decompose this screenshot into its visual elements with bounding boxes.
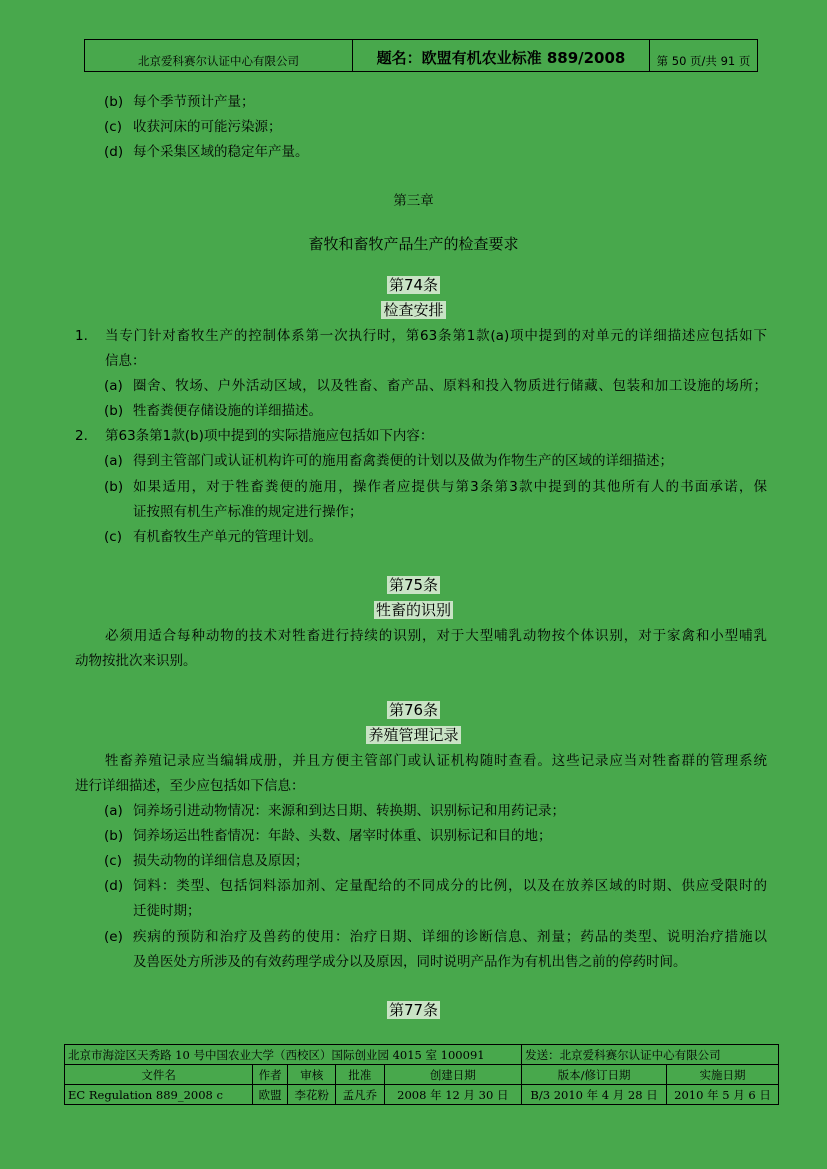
list-item: 每个季节预计产量； — [133, 94, 255, 110]
footer-value-cell: EC Regulation 889_2008 c — [65, 1085, 253, 1105]
footer-value-cell: 2008 年 12 月 30 日 — [384, 1085, 522, 1105]
list-item: 饲料：类型、包括饲料添加剂、定量配给的不同成分的比例，以及在放养区域的时期、供应受限时的 — [133, 878, 767, 894]
footer-value-cell: 李花粉 — [288, 1085, 336, 1105]
footer-header-cell: 创建日期 — [384, 1065, 522, 1085]
list-item: 有机畜牧生产单元的管理计划。 — [133, 529, 322, 545]
paragraph-text: 进行详细描述，至少应包括如下信息： — [75, 778, 305, 794]
item-label: (e) — [104, 929, 123, 945]
footer-sender: 发送：北京爱科赛尔认证中心有限公司 — [522, 1045, 779, 1065]
paragraph-number: 1. — [75, 328, 88, 344]
list-item: 圈舍、牧场、户外活动区域，以及牲畜、畜产品、原料和投入物质进行储藏、包装和加工设施的场所； — [133, 378, 767, 394]
item-label: (b) — [104, 403, 124, 419]
paragraph-text: 牲畜养殖记录应当编辑成册，并且方便主管部门或认证机构随时查看。这些记录应当对牲畜群的管理系统 — [105, 753, 767, 769]
item-label: (d) — [104, 144, 124, 160]
page-header — [84, 39, 758, 72]
header-page-number: 第 50 页/共 91 页 — [656, 54, 751, 68]
item-label: (a) — [104, 378, 123, 394]
footer-address: 北京市海淀区天秀路 10 号中国农业大学（西校区）国际创业园 4015 室 100091 — [65, 1045, 522, 1065]
item-label: (b) — [104, 479, 124, 495]
item-label: (b) — [104, 828, 124, 844]
footer-header-cell: 版本/修订日期 — [522, 1065, 667, 1085]
paragraph-text: 动物按批次来识别。 — [75, 653, 197, 669]
item-label: (c) — [104, 853, 122, 869]
item-label: (c) — [104, 119, 122, 135]
list-item: 得到主管部门或认证机构许可的施用畜禽粪便的计划以及做为作物生产的区域的详细描述； — [133, 453, 673, 469]
list-item: 每个采集区域的稳定年产量。 — [133, 144, 309, 160]
list-item: 疾病的预防和治疗及兽药的使用：治疗日期、详细的诊断信息、剂量；药品的类型、说明治疗措施以 — [133, 929, 767, 945]
item-label: (a) — [104, 803, 123, 819]
item-label: (b) — [104, 94, 124, 110]
footer-header-cell: 作者 — [253, 1065, 288, 1085]
footer-value-cell: 孟凡乔 — [336, 1085, 384, 1105]
paragraph-text: 第63条第1款(b)项中提到的实际措施应包括如下内容： — [105, 428, 434, 444]
footer-value-cell: 欧盟 — [253, 1085, 288, 1105]
list-item: 饲养场运出牲畜情况：年龄、头数、屠宰时体重、识别标记和目的地； — [133, 828, 552, 844]
article-75-number: 第75条 — [388, 576, 439, 594]
item-label: (d) — [104, 878, 124, 894]
list-item: 饲养场引进动物情况：来源和到达日期、转换期、识别标记和用药记录； — [133, 803, 565, 819]
list-item: 如果适用，对于牲畜粪便的施用，操作者应提供与第3条第3款中提到的其他所有人的书面承诺，保 — [133, 479, 767, 495]
paragraph-text: 当专门针对畜牧生产的控制体系第一次执行时，第63条第1款(a)项中提到的对单元的详细描述应包括如下 — [105, 328, 767, 344]
article-76-title: 养殖管理记录 — [368, 726, 459, 744]
footer-value-cell: B/3 2010 年 4 月 28 日 — [522, 1085, 667, 1105]
list-item: 损失动物的详细信息及原因； — [133, 853, 309, 869]
chapter-title: 畜牧和畜牧产品生产的检查要求 — [308, 235, 519, 253]
list-item: 牲畜粪便存储设施的详细描述。 — [133, 403, 322, 419]
paragraph-text: 信息： — [105, 353, 146, 369]
article-74-number: 第74条 — [388, 276, 439, 294]
footer-header-cell: 审核 — [288, 1065, 336, 1085]
footer-header-cell: 实施日期 — [667, 1065, 779, 1085]
paragraph-number: 2. — [75, 428, 88, 444]
footer-header-cell: 批准 — [336, 1065, 384, 1085]
list-item: 证按照有机生产标准的规定进行操作； — [133, 504, 363, 520]
list-item: 迁徙时期； — [133, 903, 201, 919]
item-label: (c) — [104, 529, 122, 545]
footer-header-cell: 文件名 — [65, 1065, 253, 1085]
footer-table — [64, 1044, 779, 1105]
header-title: 题名：欧盟有机农业标准 889/2008 — [353, 40, 650, 71]
list-item: 及兽医处方所涉及的有效药理学成分以及原因，同时说明产品作为有机出售之前的停药时间。 — [133, 954, 687, 970]
header-company: 北京爱科赛尔认证中心有限公司 — [85, 40, 353, 71]
footer-value-cell: 2010 年 5 月 6 日 — [667, 1085, 779, 1105]
chapter-number: 第三章 — [393, 193, 434, 209]
paragraph-text: 必须用适合每种动物的技术对牲畜进行持续的识别，对于大型哺乳动物按个体识别，对于家禽和小型哺乳 — [105, 628, 767, 644]
list-item: 收获河床的可能污染源； — [133, 119, 282, 135]
article-74-title: 检查安排 — [383, 301, 444, 319]
item-label: (a) — [104, 453, 123, 469]
article-76-number: 第76条 — [388, 701, 439, 719]
article-75-title: 牲畜的识别 — [375, 601, 451, 619]
article-77-number: 第77条 — [388, 1001, 439, 1019]
